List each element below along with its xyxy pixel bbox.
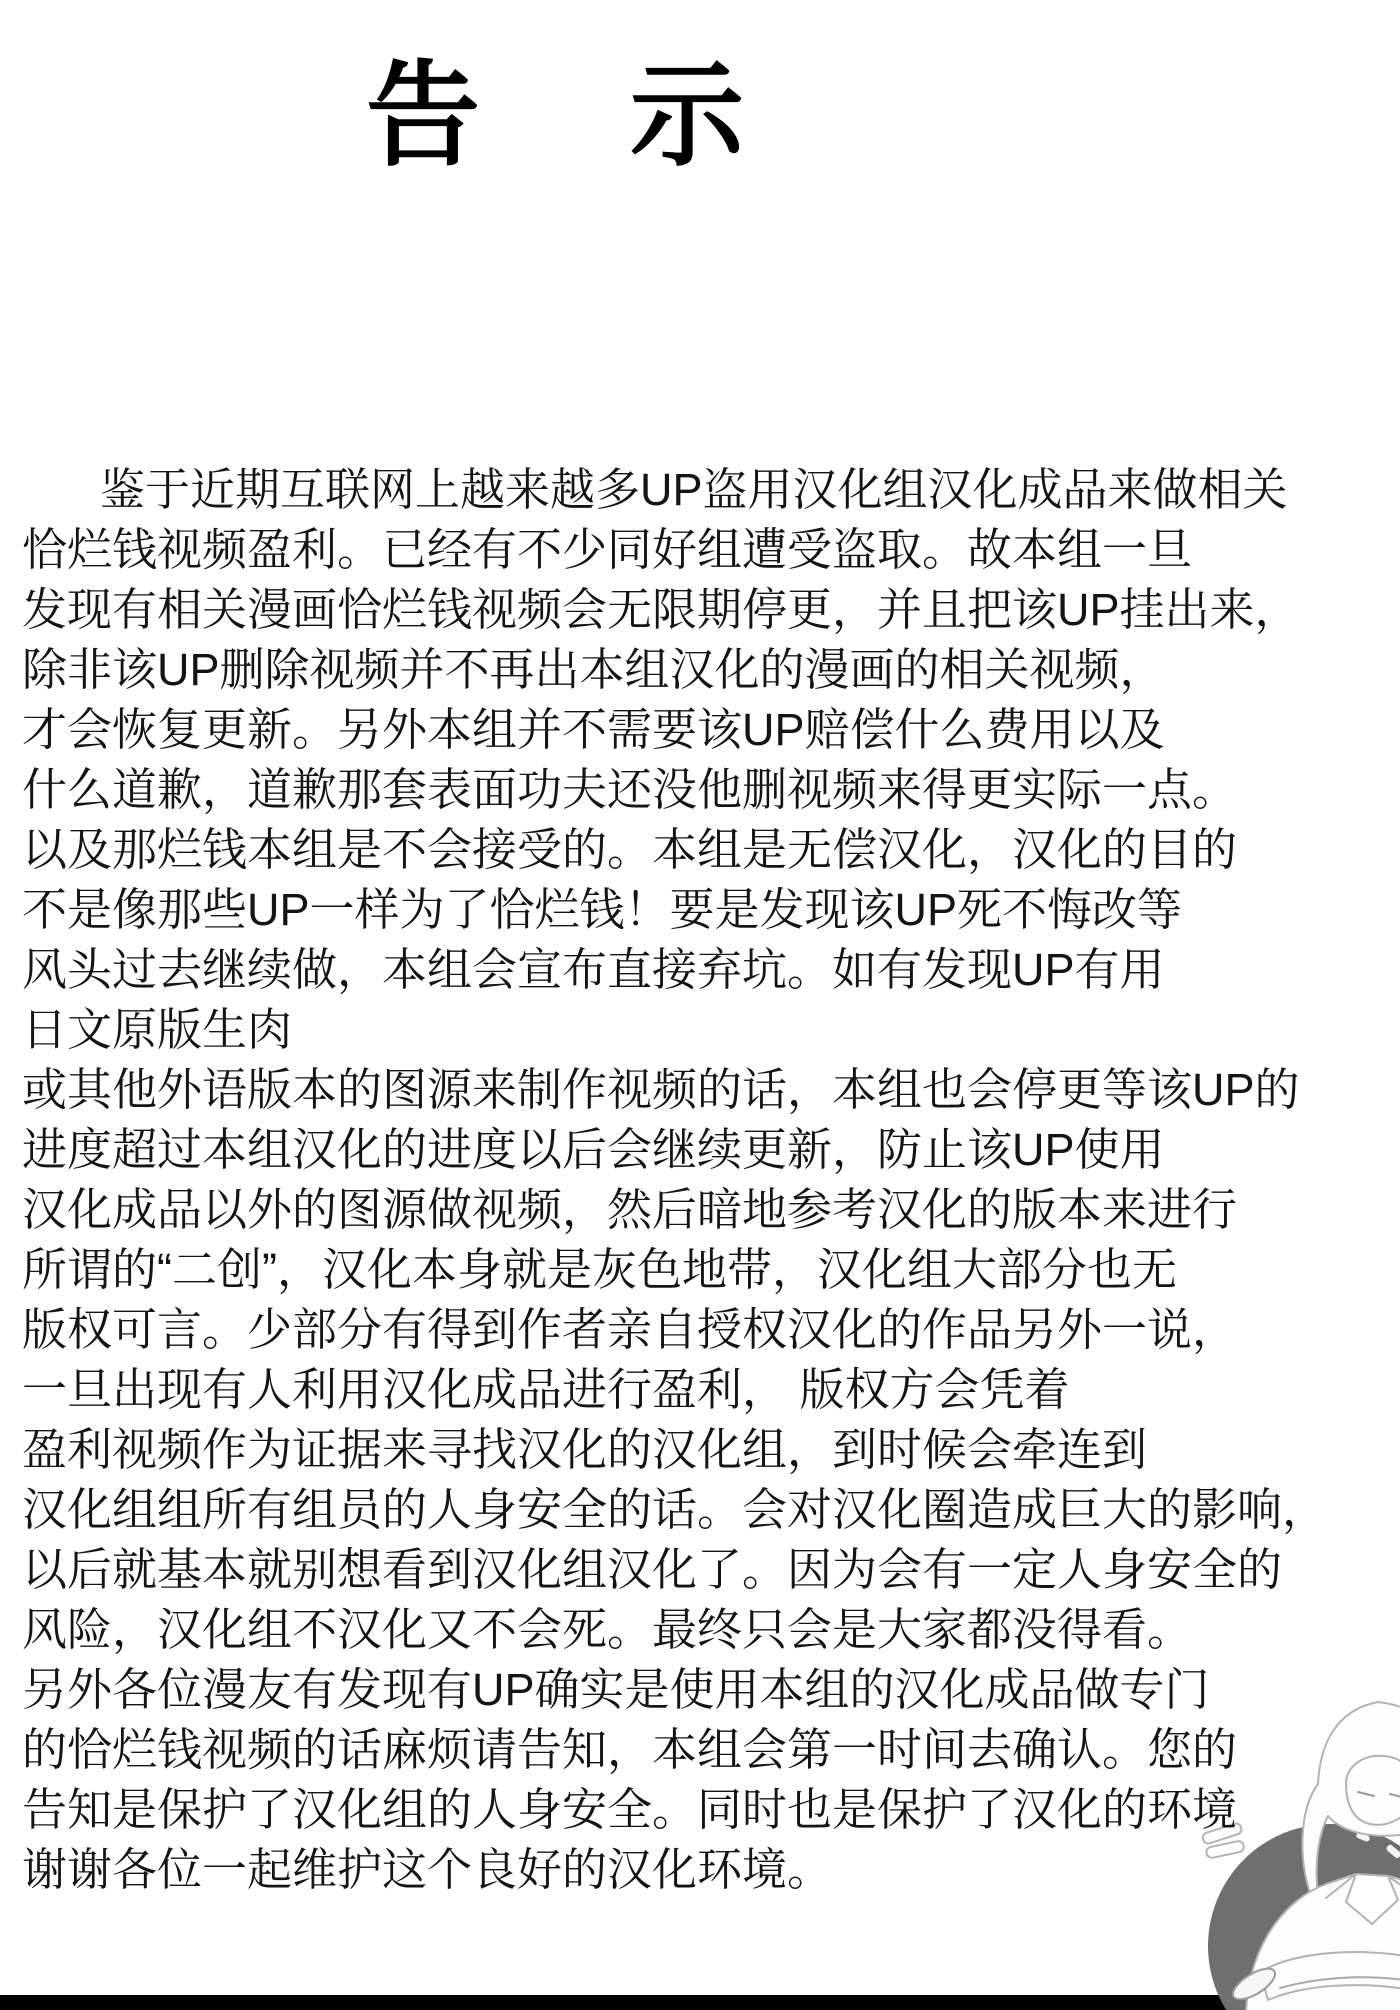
- body-line: 进度超过本组汉化的进度以后会继续更新，防止该UP使用: [22, 1124, 1165, 1175]
- body-line: 除非该UP删除视频并不再出本组汉化的漫画的相关视频，: [22, 644, 1165, 695]
- body-line: 日文原版生肉: [22, 1004, 293, 1055]
- body-line: 的恰烂钱视频的话麻烦请告知，本组会第一时间去确认。您的: [22, 1724, 1238, 1775]
- body-line: 发现有相关漫画恰烂钱视频会无限期停更，并且把该UP挂出来，: [22, 584, 1300, 635]
- body-line: 风险，汉化组不汉化又不会死。最终只会是大家都没得看。: [22, 1604, 1193, 1655]
- body-line: 不是像那些UP一样为了恰烂钱！要是发现该UP死不悔改等: [22, 884, 1183, 935]
- body-line: 汉化组组所有组员的人身安全的话。会对汉化圈造成巨大的影响，: [22, 1484, 1328, 1535]
- body-line: 另外各位漫友有发现有UP确实是使用本组的汉化成品做专门: [22, 1664, 1210, 1715]
- page-title: [0, 52, 1110, 182]
- body-line: 汉化成品以外的图源做视频，然后暗地参考汉化的版本来进行: [22, 1184, 1238, 1235]
- body-line: 以及那烂钱本组是不会接受的。本组是无偿汉化，汉化的目的: [22, 824, 1238, 875]
- body-line: 恰烂钱视频盈利。已经有不少同好组遭受盗取。故本组一旦: [22, 524, 1193, 575]
- body-line: 一旦出现有人利用汉化成品进行盈利， 版权方会凭着: [22, 1364, 1070, 1415]
- body-line: 风头过去继续做，本组会宣布直接弃坑。如有发现UP有用: [22, 944, 1165, 995]
- body-line: 以后就基本就别想看到汉化组汉化了。因为会有一定人身安全的: [22, 1544, 1283, 1595]
- notice-body: [22, 460, 1390, 1900]
- body-line: 谢谢各位一起维护这个良好的汉化环境。: [22, 1844, 833, 1895]
- body-line: 告知是保护了汉化组的人身安全。同时也是保护了汉化的环境: [22, 1784, 1238, 1835]
- body-line: 什么道歉，道歉那套表面功夫还没他删视频来得更实际一点。: [22, 764, 1238, 815]
- title-char-left: 告: [365, 53, 480, 180]
- body-line: 盈利视频作为证据来寻找汉化的汉化组，到时候会牵连到: [22, 1424, 1148, 1475]
- body-line: 版权可言。少部分有得到作者亲自授权汉化的作品另外一说，: [22, 1304, 1238, 1355]
- body-line: 所谓的“二创”，汉化本身就是灰色地带，汉化组大部分也无: [22, 1244, 1177, 1295]
- body-line: 或其他外语版本的图源来制作视频的话，本组也会停更等该UP的: [22, 1064, 1300, 1115]
- title-char-right: 示: [630, 53, 745, 180]
- body-line: 才会恢复更新。另外本组并不需要该UP赔偿什么费用以及: [22, 704, 1165, 755]
- body-line: 鉴于近期互联网上越来越多UP盗用汉化组汉化成品来做相关: [100, 464, 1288, 515]
